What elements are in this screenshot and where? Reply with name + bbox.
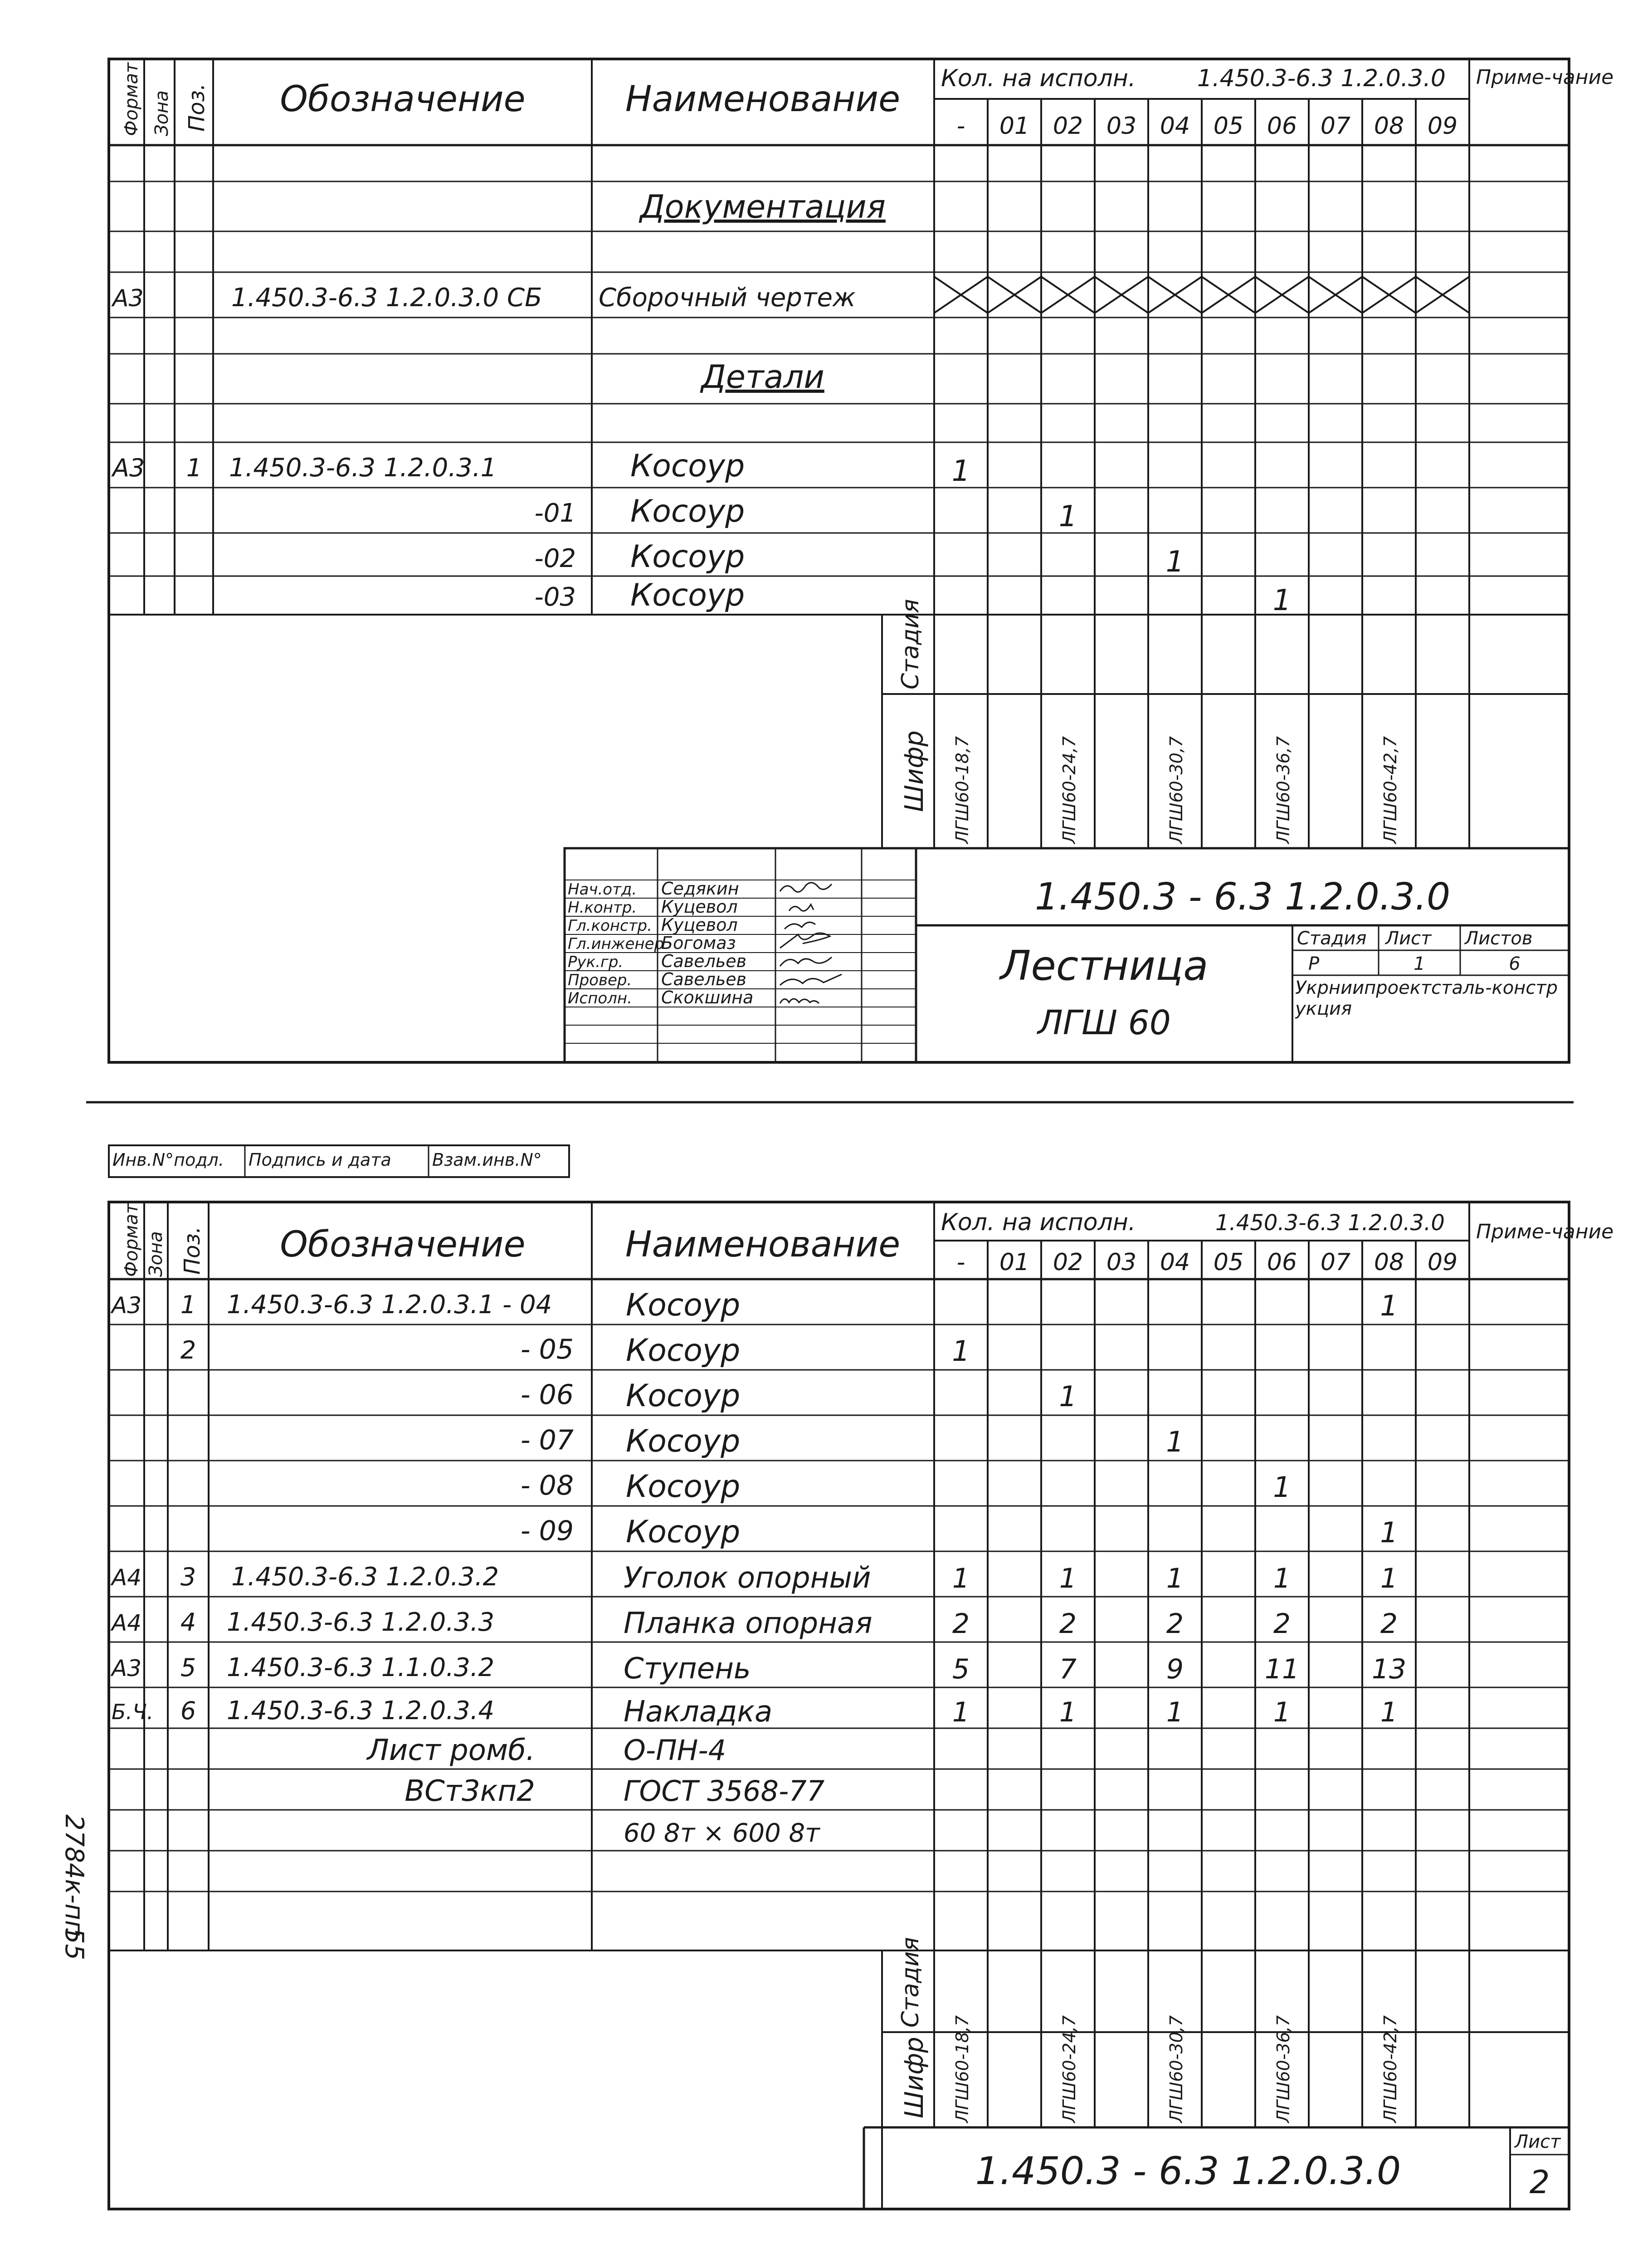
header-pos: Поз.: [180, 1226, 205, 1275]
row-designation: 1.450.3-6.3 1.2.0.3.1 - 04: [227, 1290, 552, 1320]
cipher-code: ЛГШ60-36,7: [1273, 736, 1293, 844]
row-format: А3: [112, 454, 145, 482]
row-name: Уголок опорный: [624, 1561, 871, 1595]
role-label: Рук.гр.: [568, 953, 624, 971]
row-qty: 1: [1166, 1696, 1184, 1728]
title-block-sheet-value: 1: [1414, 953, 1425, 974]
row-qty: 1: [1165, 545, 1184, 579]
row-qty: 7: [1059, 1653, 1077, 1685]
header-designation: Обозначение: [280, 1224, 526, 1265]
title-block-doc-number: 1.450.3 - 6.3 1.2.0.3.0: [1034, 875, 1451, 919]
row-qty: 1: [952, 1334, 970, 1368]
row-qty: 5: [952, 1653, 970, 1685]
variant-header: 02: [1053, 112, 1083, 140]
row-pos: 1: [180, 1290, 196, 1319]
row-format: А4: [112, 1564, 142, 1591]
row-designation: - 05: [520, 1334, 574, 1365]
row-qty: 1: [1058, 500, 1077, 533]
title-block-sheet-header: Лист: [1385, 928, 1432, 949]
cipher-code: ЛГШ60-30,7: [1166, 736, 1186, 844]
cipher-code: ЛГШ60-18,7: [952, 2015, 972, 2123]
row-name: Косоур: [626, 1333, 741, 1369]
stamp-signature-date: Подпись и дата: [249, 1150, 391, 1170]
row-designation: 1.450.3-6.3 1.2.0.3.1: [229, 453, 497, 483]
row-name: Косоур: [630, 494, 745, 529]
row-format: А4: [112, 1610, 142, 1636]
role-label: Гл.констр.: [568, 917, 652, 935]
variant-header: -: [956, 1249, 965, 1276]
title-block-organization: Укрниипроектсталь-конструкция: [1295, 978, 1558, 1019]
doc-name: Сборочный чертеж: [599, 283, 856, 313]
row-name: Косоур: [630, 539, 745, 575]
material-name: ГОСТ 3568-77: [624, 1774, 825, 1808]
variant-header: 08: [1374, 112, 1404, 140]
title-block-title-line1: Лестница: [1000, 942, 1209, 990]
row-qty: 1: [1059, 1563, 1077, 1594]
row-designation: - 08: [520, 1470, 574, 1501]
sheet-1-variant-headers: [957, 112, 1457, 140]
handwritten-signatures: [780, 883, 842, 1003]
row-pos: 3: [180, 1563, 196, 1591]
section-parts: Детали: [701, 358, 824, 396]
footer-sheet-number: 2: [1529, 2164, 1550, 2201]
row-qty: 1: [1380, 1516, 1398, 1549]
sheet-1-ciphers: [952, 736, 1400, 845]
variant-header: 01: [999, 1249, 1030, 1276]
header-format: Формат: [121, 1203, 142, 1277]
row-name: Ступень: [624, 1652, 751, 1686]
header-zone: Зона: [146, 1231, 166, 1277]
footer-sheet-label: Лист: [1515, 2131, 1561, 2152]
variant-header: 09: [1427, 112, 1458, 140]
variant-header: 07: [1320, 112, 1351, 140]
margin-page-number: 55: [59, 1928, 89, 1960]
row-qty: 1: [1059, 1696, 1077, 1728]
row-qty: 2: [1166, 1608, 1184, 1640]
row-qty: 1: [951, 455, 970, 488]
row-designation: 1.450.3-6.3 1.2.0.3.3: [227, 1608, 495, 1637]
role-label: Н.контр.: [568, 899, 637, 917]
row-qty: 2: [952, 1608, 970, 1640]
person-name: Богомаз: [661, 933, 736, 953]
row-name: Косоур: [626, 1514, 741, 1550]
stamp-replacement: Взам.инв.N°: [432, 1150, 542, 1170]
row-name: Накладка: [624, 1695, 773, 1729]
row-pos: 2: [180, 1336, 196, 1364]
variant-header: 04: [1160, 112, 1190, 140]
row-qty: 1: [952, 1696, 970, 1728]
title-block-stage-value: Р: [1308, 953, 1320, 974]
variant-header: 06: [1267, 112, 1297, 140]
variant-header: 02: [1053, 1249, 1083, 1276]
row-designation: 1.450.3-6.3 1.1.0.3.2: [227, 1653, 495, 1682]
variant-header: -: [956, 112, 965, 140]
variant-header: 01: [999, 112, 1030, 140]
title-block-title-line2: ЛГШ 60: [1038, 1003, 1171, 1042]
role-label: Гл.инженер: [568, 935, 664, 953]
row-qty: 1: [1380, 1563, 1398, 1594]
title-block-sheets-value: 6: [1509, 953, 1521, 974]
variant-header: 04: [1160, 1249, 1190, 1276]
cipher-code: ЛГШ60-30,7: [1166, 2015, 1186, 2123]
material-name: О-ПН-4: [624, 1734, 726, 1767]
material-designation: Лист ромб.: [367, 1734, 535, 1767]
sheet-2-variant-headers: [957, 1249, 1457, 1276]
row-name: Косоур: [626, 1378, 741, 1414]
row-format: Б.Ч.: [112, 1700, 154, 1724]
person-name: Скокшина: [661, 987, 754, 1007]
row-pos: 6: [180, 1696, 196, 1725]
row-format: А3: [112, 1655, 142, 1681]
role-label: Исполн.: [568, 989, 632, 1007]
person-name: Савельев: [661, 969, 747, 989]
row-name: Косоур: [630, 577, 745, 613]
doc-format: А3: [112, 285, 144, 312]
margin-archive-number: 2784к-пп: [59, 1814, 89, 1937]
row-qty: 1: [1273, 1563, 1291, 1594]
sheet-2: [109, 1145, 1613, 2209]
row-qty: 1: [1166, 1425, 1184, 1458]
person-name: Куцевол: [661, 915, 738, 935]
variant-header: 03: [1106, 1249, 1137, 1276]
header-qty-doc: 1.450.3-6.3 1.2.0.3.0: [1197, 65, 1446, 92]
cipher-code: ЛГШ60-36,7: [1273, 2015, 1293, 2123]
row-designation: 1.450.3-6.3 1.2.0.3.2: [231, 1562, 499, 1592]
row-designation: -02: [534, 544, 576, 573]
header-note: Приме-чание: [1476, 1220, 1614, 1243]
material-designation: ВСт3кп2: [405, 1774, 535, 1808]
cipher-label: Шифр: [900, 2037, 929, 2118]
row-designation: -03: [534, 582, 576, 612]
row-pos: 5: [180, 1653, 196, 1682]
header-name: Наименование: [625, 1224, 901, 1265]
row-name: Косоур: [630, 448, 745, 484]
row-designation: 1.450.3-6.3 1.2.0.3.4: [227, 1696, 495, 1725]
variant-header: 09: [1427, 1249, 1458, 1276]
doc-designation: 1.450.3-6.3 1.2.0.3.0 СБ: [231, 283, 542, 313]
row-designation: - 06: [520, 1379, 574, 1411]
row-qty: 2: [1380, 1608, 1398, 1640]
header-zone: Зона: [151, 90, 172, 136]
cipher-code: ЛГШ60-24,7: [1059, 736, 1079, 844]
stage-label: Стадия: [897, 599, 924, 689]
title-block-stage-header: Стадия: [1297, 928, 1367, 949]
sheet-2-rows: [110, 1287, 1406, 1848]
role-label: Нач.отд.: [568, 880, 637, 899]
header-name: Наименование: [625, 79, 901, 120]
cipher-code: ЛГШ60-42,7: [1380, 2015, 1400, 2123]
variant-header: 06: [1267, 1249, 1297, 1276]
row-qty: 1: [1273, 1471, 1291, 1504]
variant-header: 07: [1320, 1249, 1351, 1276]
variant-header: 08: [1374, 1249, 1404, 1276]
row-qty: 9: [1166, 1653, 1184, 1685]
row-name: Косоур: [626, 1469, 741, 1505]
row-pos: 4: [180, 1608, 196, 1637]
row-qty: 11: [1264, 1653, 1300, 1685]
material-size: 60 8т × 600 8т: [624, 1818, 820, 1848]
variant-header: 05: [1213, 112, 1244, 140]
stage-label: Стадия: [897, 1937, 924, 2028]
header-pos: Поз.: [184, 83, 210, 132]
row-qty: 2: [1273, 1608, 1291, 1640]
header-note: Приме-чание: [1476, 66, 1614, 89]
sheet-1: [109, 59, 1613, 1062]
row-designation: - 09: [520, 1515, 574, 1547]
header-designation: Обозначение: [280, 79, 526, 120]
row-qty: 1: [1166, 1563, 1184, 1594]
row-format: А3: [112, 1292, 142, 1319]
row-qty: 1: [1059, 1380, 1077, 1413]
row-designation: -01: [534, 499, 576, 528]
variant-header: 03: [1106, 112, 1137, 140]
footer-doc-number: 1.450.3 - 6.3 1.2.0.3.0: [975, 2149, 1401, 2193]
header-qty: Кол. на исполн.: [941, 65, 1136, 92]
row-pos: 1: [186, 454, 202, 482]
role-label: Провер.: [568, 971, 632, 989]
row-qty: 13: [1371, 1653, 1407, 1685]
row-name: Косоур: [626, 1287, 741, 1323]
stamp-inventory: Инв.N°подл.: [112, 1150, 224, 1170]
row-name: Планка опорная: [624, 1607, 872, 1640]
section-documentation: Документация: [640, 188, 886, 225]
person-name: Куцевол: [661, 897, 738, 917]
header-qty: Кол. на исполн.: [941, 1209, 1136, 1236]
cipher-code: ЛГШ60-42,7: [1380, 736, 1400, 844]
header-qty-doc: 1.450.3-6.3 1.2.0.3.0: [1215, 1210, 1445, 1236]
row-designation: - 07: [520, 1424, 574, 1456]
row-name: Косоур: [626, 1423, 741, 1459]
header-format: Формат: [121, 62, 142, 136]
cipher-code: ЛГШ60-18,7: [952, 736, 972, 844]
cipher-label: Шифр: [900, 730, 929, 812]
row-qty: 1: [1380, 1696, 1398, 1728]
row-qty: 1: [1272, 584, 1292, 617]
cipher-code: ЛГШ60-24,7: [1059, 2015, 1079, 2123]
row-qty: 1: [952, 1563, 970, 1594]
title-block-sheets-header: Листов: [1465, 928, 1533, 949]
variant-header: 05: [1213, 1249, 1244, 1276]
person-name: Седякин: [661, 879, 739, 899]
row-qty: 2: [1059, 1608, 1077, 1640]
row-qty: 1: [1380, 1289, 1398, 1322]
person-name: Савельев: [661, 951, 747, 971]
row-qty: 1: [1273, 1696, 1291, 1728]
